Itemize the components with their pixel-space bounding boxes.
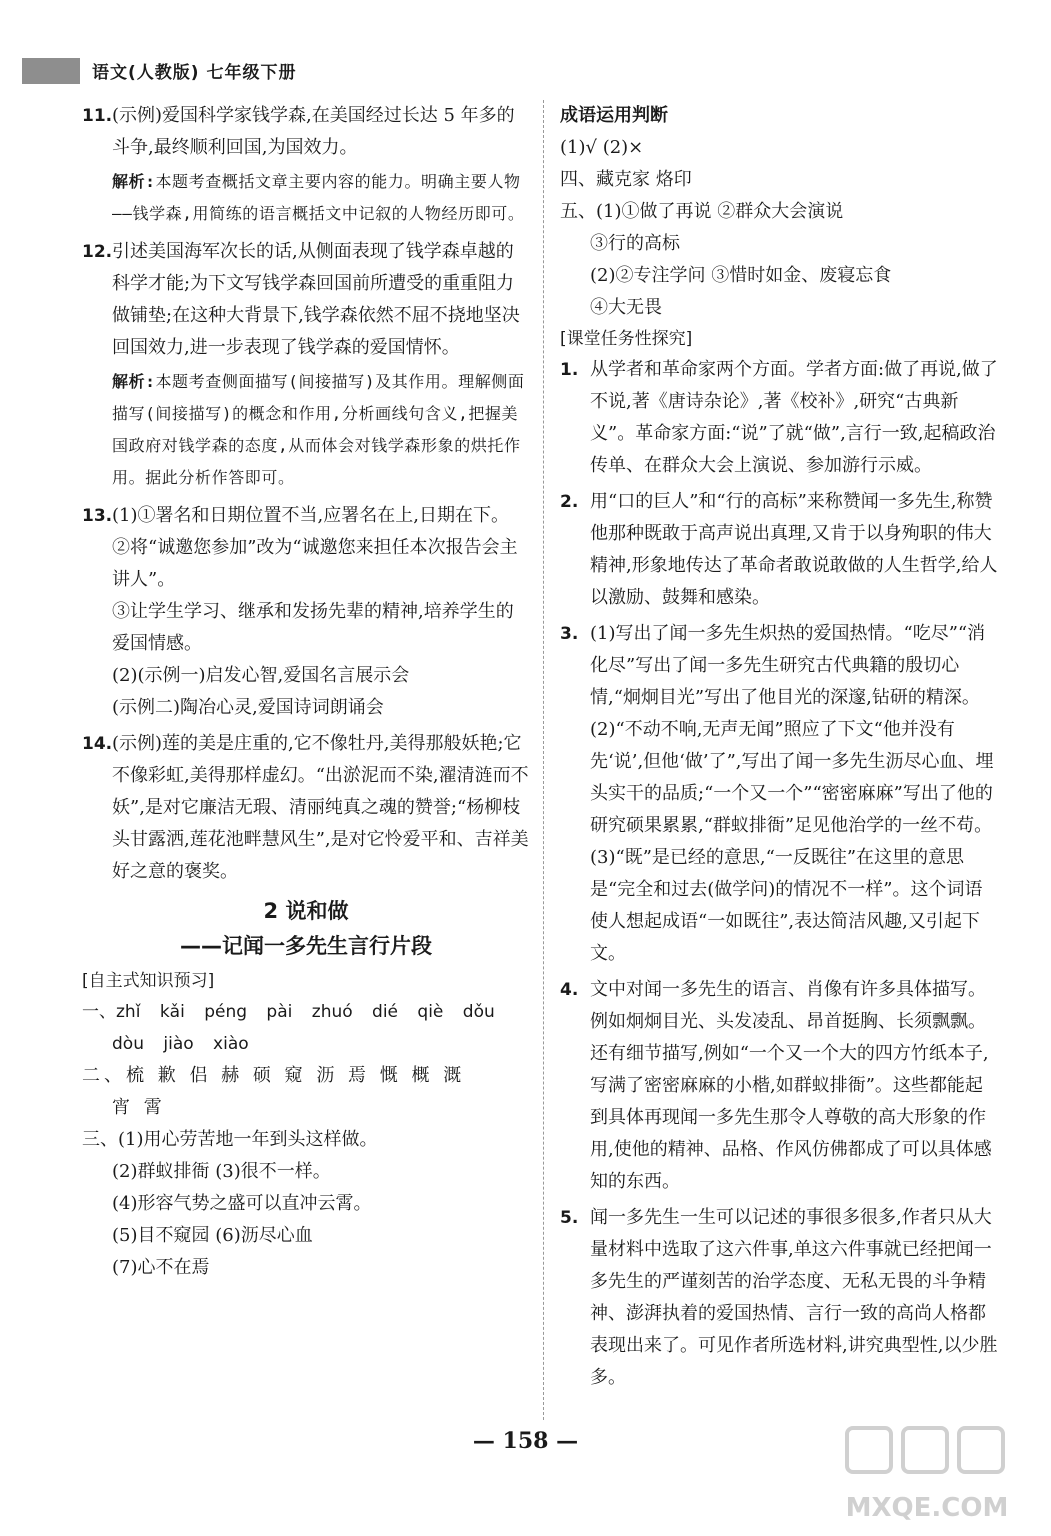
lesson-title: 2 说和做 — [263, 899, 349, 923]
inquiry-answer-2: 2. 用“口的巨人”和“行的高标”来称赞闻一多先生,称赞他那种既敢于高声说出真理,又肯于以身殉职的伟大精神,形象地传达了革命者敢说敢做的人生哲学,给人以激励、鼓舞和感染。 — [560, 491, 998, 608]
lesson-subtitle: ——记闻一多先生言行片段 — [180, 934, 432, 958]
preview-label: [自主式知识预习] — [82, 971, 215, 991]
answer-12-text: 引述美国海军次长的话,从侧面表现了钱学森卓越的科学才能;为下文写钱学森回国前所遭受的重重阻力做铺垫;在这种大背景下,钱学森依然不屈不挠地坚决回国效力,进一步表现了钱学森的爱国情怀。 — [112, 241, 520, 358]
inquiry-answer-3: 3. (1)写出了闻一多先生炽热的爱国热情。“吃尽”“消化尽”写出了闻一多先生研究古代典籍的殷切心情,“炯炯目光”写出了他目光的深邃,钻研的精深。 (2)“不动不响,无声无闻”照应了下文“他并没有先‘说’,但他‘做’了”,写出了闻一多先生沥尽心血、埋头实干的品质;“一个又一个”“密密麻麻”写出了他的研究硕果累累,“群蚁排衙”足见他治学的一丝不苟。 (3)“既”是已经的意思,“一反既往”在这里的意思是“完全和过去(做学问)的情况不一样”。这个词语使人想起成语“一如既往”,表达简洁风趣,又引起下文。 — [560, 623, 994, 964]
answer-si: 四、藏克家 烙印 — [560, 169, 692, 190]
header-bar — [22, 58, 80, 84]
left-column — [82, 100, 530, 1284]
preview-part-3: 三、(1)用心劳苦地一年到头这样做。 (2)群蚁排衙 (3)很不一样。 (4)形容气势之盛可以直冲云霄。 (5)目不窥园 (6)沥尽心血 (7)心不在焉 — [82, 1129, 378, 1278]
answer-wu-2: ③行的高标 — [590, 233, 680, 254]
preview-part-2: 二、梳 歉 侣 赫 硕 窥 沥 焉 慨 概 溉 宵 霄 — [82, 1065, 466, 1118]
idiom-heading: 成语运用判断 — [560, 105, 668, 126]
idiom-answers: (1)√ (2)× — [560, 137, 644, 158]
column-divider — [543, 100, 544, 1420]
answer-13: 13. (1)①署名和日期位置不当,应署名在上,日期在下。 ②将“诚邀您参加”改为“诚邀您来担任本次报告会主讲人”。 ③让学生学习、继承和发扬先辈的精神,培养学生的爱国情感。 (2)(示例一)启发心智,爱国名言展示会 (示例二)陶冶心灵,爱国诗词朗诵会 — [82, 505, 518, 718]
inquiry-label: [课堂任务性探究] — [560, 329, 693, 349]
answer-wu-4: ④大无畏 — [590, 297, 662, 318]
inquiry-answer-5: 5. 闻一多先生一生可以记述的事很多很多,作者只从大量材料中选取了这六件事,单这六件事就已经把闻一多先生的严谨刻苦的治学态度、无私无畏的斗争精神、澎湃执着的爱国热情、言行一致的高尚人格都表现出来了。可见作者所选材料,讲究典型性,以少胜多。 — [560, 1207, 998, 1388]
page-number: — 158 — — [472, 1428, 579, 1454]
right-column — [560, 100, 1000, 1398]
answer-12: 12. 引述美国海军次长的话,从侧面表现了钱学森卓越的科学才能;为下文写钱学森回国前所遭受的重重阻力做铺垫;在这种大背景下,钱学森依然不屈不挠地坚决回国效力,进一步表现了钱学森的爱国情怀。 解析:本题考查侧面描写(间接描写)及其作用。理解侧面描写(间接描写)的概念和作用,分析画线句含义,把握美国政府对钱学森的态度,从而体会对钱学森形象的烘托作用。据此分析作答即可。 — [82, 236, 530, 494]
answer-12-explanation: 解析:本题考查侧面描写(间接描写)及其作用。理解侧面描写(间接描写)的概念和作用,分析画线句含义,把握美国政府对钱学森的态度,从而体会对钱学森形象的烘托作用。据此分析作答即可。 — [112, 372, 525, 487]
running-header: 语文(人教版) 七年级下册 — [92, 63, 297, 83]
inquiry-answer-4: 4. 文中对闻一多先生的语言、肖像有许多具体描写。例如炯炯目光、头发凌乱、昂首挺胸、长须飘飘。还有细节描写,例如“一个又一个大的四方竹纸本子,写满了密密麻麻的小楷,如群蚁排衙”。这些都能起到具体再现闻一多先生那令人尊敬的高大形象的作用,使他的精神、品格、作风仿佛都成了可以具体感知的东西。 — [560, 979, 992, 1192]
answer-11-text: (示例)爱国科学家钱学森,在美国经过长达 5 年多的斗争,最终顺利回国,为国效力。 — [112, 105, 515, 158]
answer-wu-1: 五、(1)①做了再说 ②群众大会演说 — [560, 201, 844, 222]
watermark-logo — [837, 1420, 1017, 1528]
preview-part-1: 一、zhǐ kǎi péng pài zhuó dié qiè dǒu dòu jiào xiào — [82, 1002, 495, 1054]
answer-14: 14. (示例)莲的美是庄重的,它不像牡丹,美得那般妖艳;它不像彩虹,美得那样虚幻。“出淤泥而不染,濯清涟而不妖”,是对它廉洁无瑕、清丽纯真之魂的赞誉;“杨柳枝头甘露洒,莲花池畔慧风生”,是对它怜爱平和、吉祥美好之意的褒奖。 — [82, 733, 529, 882]
svg-text:MXQE.COM: MXQE.COM — [845, 1493, 1009, 1523]
answer-11-explanation: 解析:本题考查概括文章主要内容的能力。明确主要人物——钱学森,用简练的语言概括文中记叙的人物经历即可。 — [112, 172, 525, 223]
answer-11: 11. (示例)爱国科学家钱学森,在美国经过长达 5 年多的斗争,最终顺利回国,为国效力。 解析:本题考查概括文章主要内容的能力。明确主要人物——钱学森,用简练的语言概括文中记叙的人物经历即可。 — [82, 100, 530, 230]
answer-wu-3: (2)②专注学问 ③惜时如金、废寝忘食 — [590, 265, 892, 286]
inquiry-answer-1: 1. 从学者和革命家两个方面。学者方面:做了再说,做了不说,著《唐诗杂论》,著《校补》,研究“古典新义”。革命家方面:“说”了就“做”,言行一致,起稿政治传单、在群众大会上演说、参加游行示威。 — [560, 359, 998, 476]
